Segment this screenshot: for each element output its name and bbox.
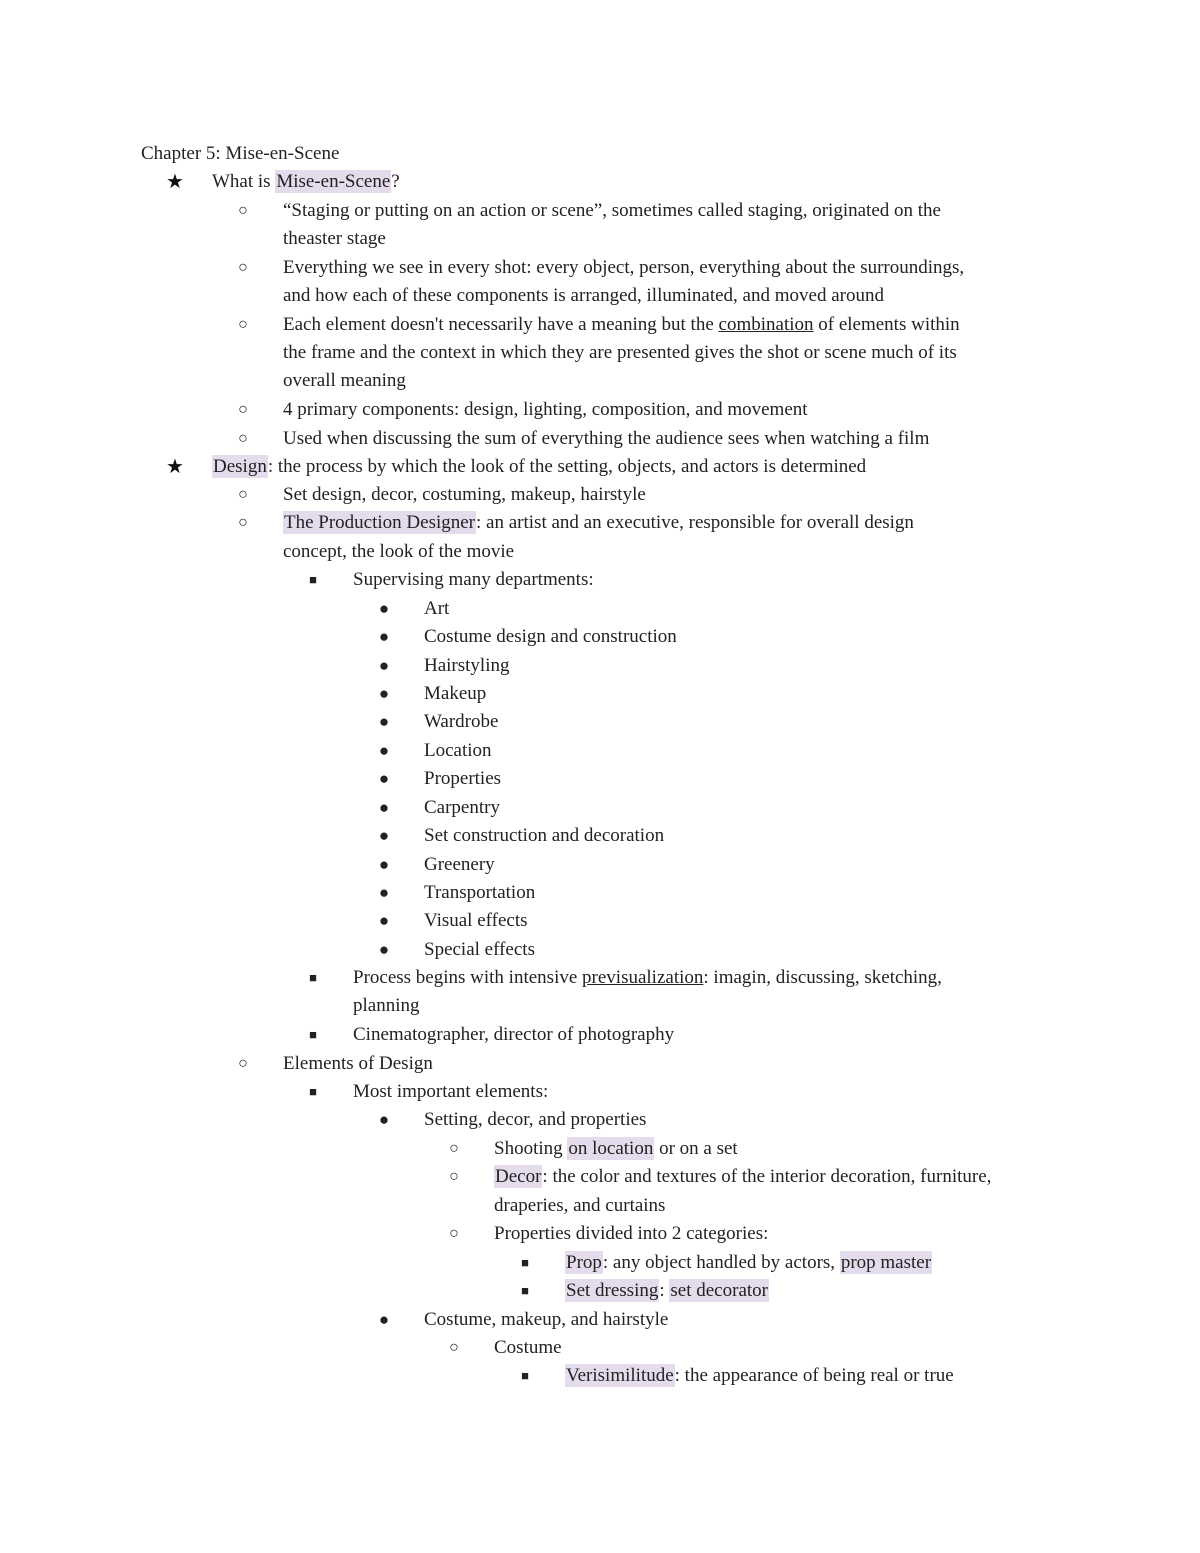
square-bullet-icon: ■	[521, 1368, 529, 1383]
text-run: Properties divided into 2 categories:	[494, 1223, 769, 1244]
list-item-text	[283, 396, 808, 424]
underlined-term: previsualization	[582, 967, 704, 988]
text-run: Art	[424, 598, 450, 619]
text-run: Makeup	[424, 683, 487, 704]
circle-bullet-icon: ○	[449, 1140, 459, 1157]
text-run: Most important elements:	[353, 1081, 549, 1102]
circle-bullet-icon: ○	[238, 1055, 248, 1072]
highlighted-term: Prop	[566, 1252, 602, 1273]
text-run: Each element doesn't necessarily have a meaning but the	[283, 314, 719, 335]
list-item-text	[424, 595, 449, 623]
list-item-text	[283, 1050, 433, 1078]
circle-bullet-icon: ○	[449, 1339, 459, 1356]
highlighted-term: Mise-en-Scene	[276, 171, 391, 192]
highlighted-term: set decorator	[670, 1280, 768, 1301]
square-bullet-icon: ■	[309, 1027, 317, 1042]
dot-bullet-icon: ●	[378, 826, 390, 845]
text-run: of elements within	[813, 314, 960, 335]
list-item-text	[424, 765, 501, 793]
square-bullet-icon: ■	[309, 970, 317, 985]
list-item-text	[424, 623, 677, 651]
list-item-text	[424, 1306, 668, 1334]
dot-bullet-icon: ●	[378, 656, 390, 675]
text-run: Wardrobe	[424, 711, 499, 732]
star-bullet-icon: ★	[166, 171, 184, 193]
text-run: Costume	[494, 1337, 562, 1358]
highlighted-term: Verisimilitude	[566, 1365, 674, 1386]
text-run: planning	[353, 995, 420, 1016]
underlined-term: combination	[718, 314, 814, 335]
list-item-text	[424, 851, 495, 879]
dot-bullet-icon: ●	[378, 940, 390, 959]
dot-bullet-icon: ●	[378, 911, 390, 930]
highlighted-term: prop master	[840, 1252, 932, 1273]
list-item-text	[424, 680, 486, 708]
text-run: 4 primary components: design, lighting, composition, and movement	[283, 399, 808, 420]
circle-bullet-icon: ○	[449, 1168, 459, 1185]
dot-bullet-icon: ●	[378, 1110, 390, 1129]
circle-bullet-icon: ○	[238, 316, 248, 333]
list-item-text	[494, 1220, 768, 1248]
list-item-text	[283, 339, 957, 367]
text-run: Supervising many departments:	[353, 569, 594, 590]
circle-bullet-icon: ○	[238, 514, 248, 531]
highlighted-term: The Production Designer	[284, 512, 476, 533]
list-item-text	[424, 737, 492, 765]
text-run: Properties	[424, 768, 502, 789]
list-item-text	[283, 509, 914, 537]
dot-bullet-icon: ●	[378, 1310, 390, 1329]
text-run: Cinematographer, director of photography	[353, 1024, 675, 1045]
list-item-text	[283, 197, 941, 225]
text-run: ?	[391, 171, 400, 192]
list-item-text	[283, 254, 964, 282]
text-run: : any object handled by actors,	[602, 1252, 840, 1273]
text-run: :	[659, 1280, 670, 1301]
list-item-text	[565, 1362, 954, 1390]
list-item-text	[353, 1021, 674, 1049]
text-run: Costume, makeup, and hairstyle	[424, 1309, 669, 1330]
list-item-text	[283, 367, 406, 395]
list-item-text	[212, 168, 400, 196]
text-run: : the color and textures of the interior decoration, furniture,	[542, 1166, 992, 1187]
dot-bullet-icon: ●	[378, 855, 390, 874]
list-item-text	[565, 1249, 932, 1277]
list-item-text	[494, 1135, 738, 1163]
text-run: : the appearance of being real or true	[674, 1365, 954, 1386]
list-item-text	[424, 879, 535, 907]
text-run: Greenery	[424, 854, 495, 875]
list-item-text	[494, 1334, 562, 1362]
list-item-text	[212, 453, 866, 481]
text-run: : an artist and an executive, responsible for overall design	[476, 512, 914, 533]
text-run: Shooting	[494, 1138, 568, 1159]
list-item-text	[283, 481, 646, 509]
text-run: draperies, and curtains	[494, 1195, 666, 1216]
text-run: overall meaning	[283, 370, 406, 391]
text-run: and how each of these components is arranged, illuminated, and moved around	[283, 285, 884, 306]
highlighted-term: on location	[568, 1138, 654, 1159]
dot-bullet-icon: ●	[378, 627, 390, 646]
text-run: Set design, decor, costuming, makeup, hairstyle	[283, 484, 646, 505]
square-bullet-icon: ■	[309, 1084, 317, 1099]
text-run: Everything we see in every shot: every object, person, everything about the surroundings,	[283, 257, 965, 278]
list-item-text	[353, 566, 594, 594]
list-item-text	[424, 652, 510, 680]
list-item-text	[283, 538, 514, 566]
list-item-text	[494, 1163, 991, 1191]
circle-bullet-icon: ○	[238, 202, 248, 219]
dot-bullet-icon: ●	[378, 684, 390, 703]
text-run: Carpentry	[424, 797, 500, 818]
text-run: Hairstyling	[424, 655, 510, 676]
highlighted-term: Set dressing	[566, 1280, 659, 1301]
text-run: : the process by which the look of the setting, objects, and actors is determined	[267, 456, 867, 477]
list-item-text	[424, 794, 500, 822]
text-run: Location	[424, 740, 492, 761]
text-run: or on a set	[654, 1138, 738, 1159]
list-item-text	[424, 936, 535, 964]
list-item-text	[424, 1106, 646, 1134]
list-item-text	[283, 425, 929, 453]
dot-bullet-icon: ●	[378, 599, 390, 618]
list-item-text	[424, 822, 664, 850]
text-run: concept, the look of the movie	[283, 541, 515, 562]
circle-bullet-icon: ○	[238, 486, 248, 503]
dot-bullet-icon: ●	[378, 712, 390, 731]
dot-bullet-icon: ●	[378, 798, 390, 817]
star-bullet-icon: ★	[166, 456, 184, 478]
circle-bullet-icon: ○	[238, 430, 248, 447]
text-run: Process begins with intensive	[353, 967, 583, 988]
dot-bullet-icon: ●	[378, 741, 390, 760]
text-run: Transportation	[424, 882, 536, 903]
square-bullet-icon: ■	[521, 1255, 529, 1270]
list-item-text	[283, 282, 884, 310]
text-run: Special effects	[424, 939, 535, 960]
circle-bullet-icon: ○	[238, 259, 248, 276]
list-item-text	[494, 1192, 665, 1220]
text-run: Used when discussing the sum of everything the audience sees when watching a film	[283, 428, 930, 449]
text-run: Visual effects	[424, 910, 528, 931]
text-run: Setting, decor, and properties	[424, 1109, 647, 1130]
text-run: Elements of Design	[283, 1053, 433, 1074]
circle-bullet-icon: ○	[238, 401, 248, 418]
list-item-text	[353, 1078, 548, 1106]
square-bullet-icon: ■	[521, 1283, 529, 1298]
list-item-text	[424, 708, 498, 736]
dot-bullet-icon: ●	[378, 769, 390, 788]
chapter-title-text: Chapter 5: Mise-en-Scene	[141, 143, 340, 164]
list-item-text	[565, 1277, 769, 1305]
text-run: Costume design and construction	[424, 626, 677, 647]
list-item-text	[353, 964, 942, 992]
list-item-text	[283, 311, 960, 339]
highlighted-term: Design	[213, 456, 267, 477]
text-run: : imagin, discussing, sketching,	[703, 967, 942, 988]
square-bullet-icon: ■	[309, 572, 317, 587]
list-item-text	[353, 992, 420, 1020]
highlighted-term: Decor	[495, 1166, 542, 1187]
text-run: “Staging or putting on an action or scene”, sometimes called staging, originated on the	[283, 200, 941, 221]
circle-bullet-icon: ○	[449, 1225, 459, 1242]
dot-bullet-icon: ●	[378, 883, 390, 902]
list-item-text	[283, 225, 386, 253]
text-run: Set construction and decoration	[424, 825, 665, 846]
text-run: What is	[212, 171, 276, 192]
text-run: the frame and the context in which they are presented gives the shot or scene much of its	[283, 342, 957, 363]
text-run: theaster stage	[283, 228, 386, 249]
list-item-text	[424, 907, 528, 935]
